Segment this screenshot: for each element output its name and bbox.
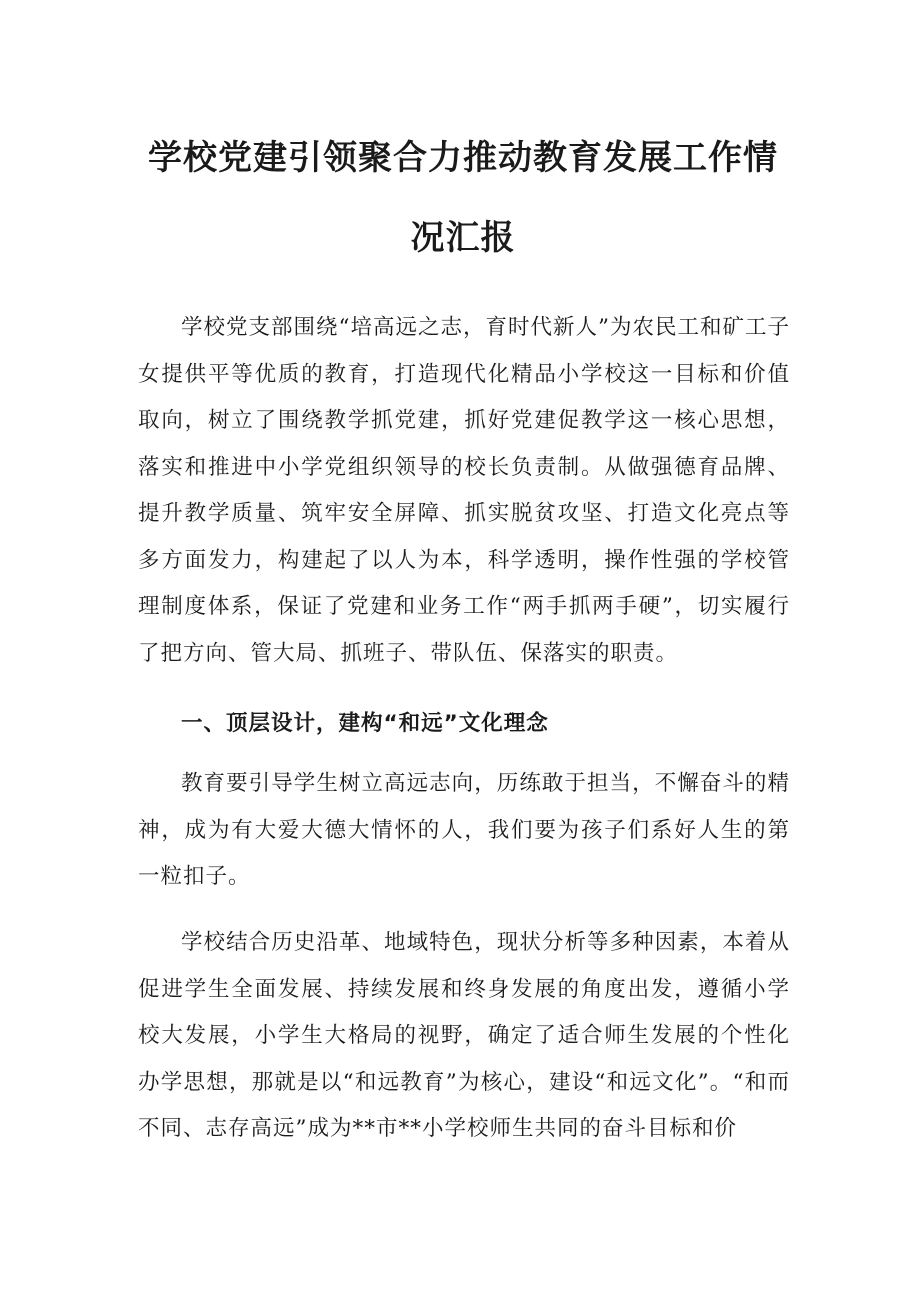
intro-paragraph: 学校党支部围绕“培高远之志，育时代新人”为农民工和矿工子女提供平等优质的教育，打造现代化精品小学校这一目标和价值取向，树立了围绕教学抓党建，抓好党建促教学这一核心思想，落实和推进中小学党组织领导的校长负责制。从做强德育品牌、提升教学质量、筑牢安全屏障、抓实脱贫攻坚、打造文化亮点等多方面发力，构建起了以人为本，科学透明，操作性强的学校管理制度体系，保证了党建和业务工作“两手抓两手硬”，切实履行了把方向、管大局、抓班子、带队伍、保落实的职责。 xyxy=(138,315,790,666)
section1-paragraph-2: 学校结合历史沿革、地域特色，现状分析等多种因素，本着从促进学生全面发展、持续发展和终身发展的角度出发，遵循小学校大发展，小学生大格局的视野，确定了适合师生发展的个性化办学思想，那就是以“和远教育”为核心，建设“和远文化”。“和而不同、志存高远”成为**市**小学校师生共同的奋斗目标和价 xyxy=(138,930,790,1141)
section1-paragraph-1: 教育要引导学生树立高远志向，历练敢于担当，不懈奋斗的精神，成为有大爱大德大情怀的人，我们要为孩子们系好人生的第一粒扣子。 xyxy=(138,771,790,889)
document-title: 学校党建引领聚合力推动教育发展工作情况汇报 xyxy=(148,138,778,258)
section-heading-1: 一、顶层设计，建构“和远”文化理念 xyxy=(181,711,549,736)
